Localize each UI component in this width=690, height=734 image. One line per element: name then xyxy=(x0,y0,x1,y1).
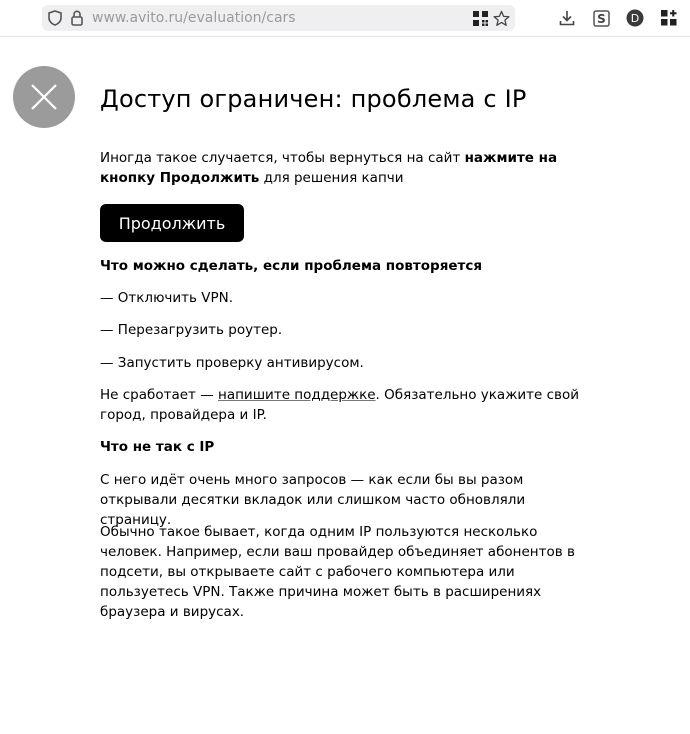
profile-avatar-icon[interactable] xyxy=(625,8,645,28)
support-link[interactable]: напишите поддержке xyxy=(218,387,376,403)
continue-button[interactable]: Продолжить xyxy=(100,204,244,242)
what-to-do-heading: Что можно сделать, если проблема повторяется xyxy=(100,258,483,274)
download-icon[interactable] xyxy=(557,8,577,28)
svg-text:S: S xyxy=(596,11,606,26)
extension-s-icon[interactable] xyxy=(591,8,611,28)
lock-icon[interactable] xyxy=(68,9,86,27)
support-prefix: Не сработает — xyxy=(100,387,218,403)
explanation-1: С него идёт очень много запросов — как если бы вы разом открывали десятки вкладок или слишком часто обновляли страницу. xyxy=(100,472,526,528)
page-title: Доступ ограничен: проблема с IP xyxy=(100,85,527,113)
support-text xyxy=(100,385,600,425)
intro-text xyxy=(100,148,600,188)
url-host: www.avito.ru xyxy=(92,10,184,26)
qr-code-icon[interactable] xyxy=(471,9,489,27)
whats-wrong-heading: Что не так с IP xyxy=(100,439,215,455)
extensions-grid-icon[interactable] xyxy=(659,8,679,28)
step-antivirus: — Запустить проверку антивирусом. xyxy=(100,355,364,371)
step-disable-vpn: — Отключить VPN. xyxy=(100,290,234,306)
blocked-close-icon xyxy=(13,66,75,128)
url-path: /evaluation/cars xyxy=(183,10,296,26)
address-bar[interactable] xyxy=(42,5,515,31)
intro-end: для решения капчи xyxy=(259,170,404,186)
intro-bold: нажмите на кнопку Продолжить xyxy=(100,150,558,186)
browser-toolbar xyxy=(0,0,690,37)
url-text[interactable] xyxy=(92,10,296,26)
profile-letter: D xyxy=(630,12,640,25)
intro-normal: Иногда такое случается, чтобы вернуться на сайт xyxy=(100,150,465,166)
explanation-2: Обычно такое бывает, когда одним IP пользуются несколько человек. Например, если ваш провайдер объединяет абонентов в подсети, вы открываете сайт с рабочего компьютера или пользуетесь VPN. Также причина может быть в расширениях браузера и вирусах. xyxy=(100,524,575,620)
support-suffix: . Обязательно укажите свой город, провайдера и IP. xyxy=(100,387,580,423)
step-reboot-router: — Перезагрузить роутер. xyxy=(100,322,283,338)
shield-icon[interactable] xyxy=(46,9,64,27)
bookmark-star-icon[interactable] xyxy=(492,9,510,27)
